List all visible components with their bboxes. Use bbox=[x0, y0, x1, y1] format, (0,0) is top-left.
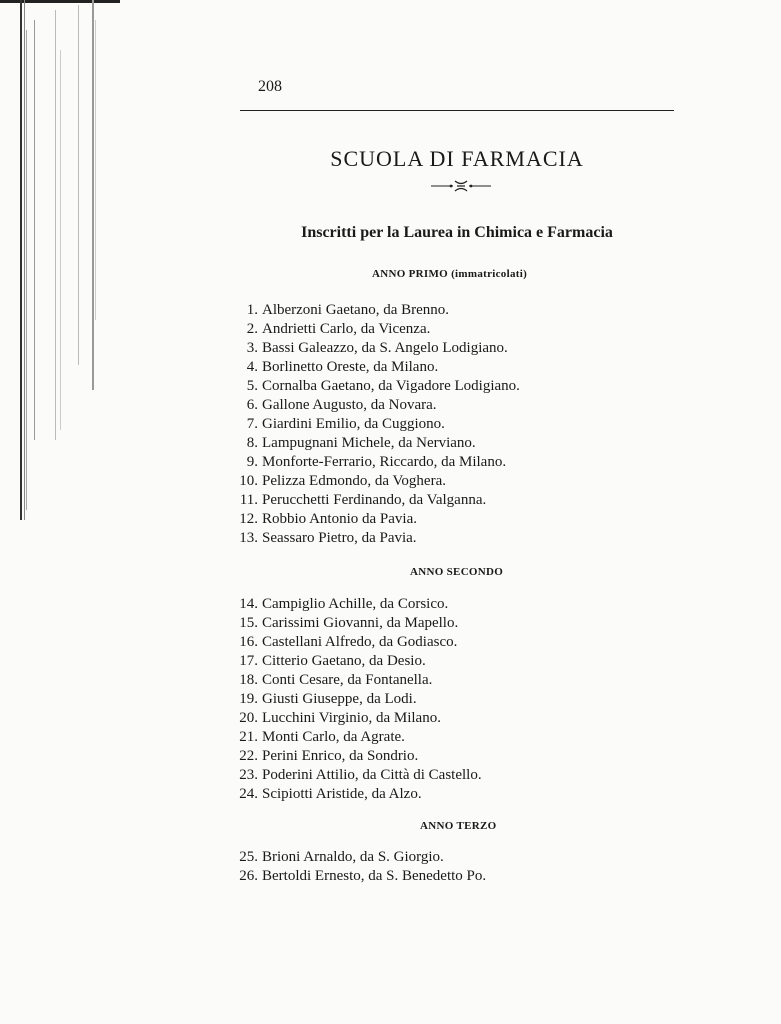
entry-text: Bassi Galeazzo, da S. Angelo Lodigiano. bbox=[262, 340, 508, 356]
list-item bbox=[220, 728, 482, 747]
student-list-anno-secondo bbox=[220, 595, 482, 804]
entry-number: 7. bbox=[246, 416, 258, 432]
section-heading-anno-secondo: ANNO SECONDO bbox=[410, 566, 504, 578]
list-item bbox=[220, 747, 482, 766]
list-item bbox=[220, 614, 482, 633]
entry-text: Borlinetto Oreste, da Milano. bbox=[262, 359, 439, 375]
entry-text: Lucchini Virginio, da Milano. bbox=[262, 710, 441, 726]
list-item bbox=[220, 510, 520, 529]
entry-text: Pelizza Edmondo, da Voghera. bbox=[262, 473, 446, 489]
list-item bbox=[220, 785, 482, 804]
page-title: SCUOLA DI FARMACIA bbox=[330, 146, 584, 171]
entry-text: Campiglio Achille, da Corsico. bbox=[262, 596, 449, 612]
entry-number: 12. bbox=[239, 511, 258, 527]
entry-text: Citterio Gaetano, da Desio. bbox=[262, 653, 426, 669]
entry-text: Monti Carlo, da Agrate. bbox=[262, 729, 405, 745]
list-item bbox=[220, 633, 482, 652]
header-rule bbox=[240, 110, 674, 111]
list-item bbox=[220, 377, 520, 396]
entry-number: 11. bbox=[239, 492, 258, 508]
list-item bbox=[220, 595, 482, 614]
list-item bbox=[220, 415, 520, 434]
list-item bbox=[220, 472, 520, 491]
page-binding-edge bbox=[0, 0, 120, 1024]
entry-number: 13. bbox=[239, 530, 258, 546]
entry-number: 22. bbox=[239, 748, 258, 764]
list-item bbox=[220, 652, 482, 671]
entry-number: 2. bbox=[246, 321, 258, 337]
list-item bbox=[220, 434, 520, 453]
entry-number: 5. bbox=[246, 378, 258, 394]
list-item bbox=[220, 453, 520, 472]
entry-number: 15. bbox=[239, 615, 258, 631]
entry-number: 21. bbox=[239, 729, 258, 745]
entry-text: Bertoldi Ernesto, da S. Benedetto Po. bbox=[262, 868, 487, 884]
list-item bbox=[220, 848, 486, 867]
entry-text: Giusti Giuseppe, da Lodi. bbox=[262, 691, 417, 707]
entry-number: 9. bbox=[246, 454, 258, 470]
entry-number: 20. bbox=[239, 710, 258, 726]
student-list-anno-terzo bbox=[220, 848, 486, 886]
entry-number: 24. bbox=[239, 786, 258, 802]
section-heading-anno-terzo: ANNO TERZO bbox=[420, 820, 497, 832]
section-subtitle: Inscritti per la Laurea in Chimica e Farmacia bbox=[301, 224, 613, 241]
list-item bbox=[220, 671, 482, 690]
list-item bbox=[220, 766, 482, 785]
ornament-divider-icon bbox=[429, 178, 493, 194]
entry-text: Monforte-Ferrario, Riccardo, da Milano. bbox=[262, 454, 507, 470]
entry-text: Lampugnani Michele, da Nerviano. bbox=[262, 435, 476, 451]
entry-number: 26. bbox=[239, 868, 258, 884]
entry-number: 16. bbox=[239, 634, 258, 650]
list-item bbox=[220, 320, 520, 339]
entry-number: 18. bbox=[239, 672, 258, 688]
list-item bbox=[220, 491, 520, 510]
entry-number: 8. bbox=[246, 435, 258, 451]
entry-number: 3. bbox=[246, 340, 258, 356]
page-number: 208 bbox=[258, 78, 282, 95]
entry-number: 4. bbox=[246, 359, 258, 375]
entry-text: Cornalba Gaetano, da Vigadore Lodigiano. bbox=[262, 378, 520, 394]
entry-text: Conti Cesare, da Fontanella. bbox=[262, 672, 433, 688]
entry-text: Alberzoni Gaetano, da Brenno. bbox=[262, 302, 450, 318]
entry-text: Gallone Augusto, da Novara. bbox=[262, 397, 437, 413]
entry-text: Castellani Alfredo, da Godiasco. bbox=[262, 634, 458, 650]
list-item bbox=[220, 867, 486, 886]
student-list-anno-primo bbox=[220, 301, 520, 548]
entry-number: 6. bbox=[246, 397, 258, 413]
entry-number: 17. bbox=[239, 653, 258, 669]
section-heading-anno-primo: ANNO PRIMO (immatricolati) bbox=[372, 268, 528, 280]
entry-number: 23. bbox=[239, 767, 258, 783]
entry-number: 10. bbox=[239, 473, 258, 489]
entry-text: Giardini Emilio, da Cuggiono. bbox=[262, 416, 445, 432]
entry-number: 14. bbox=[239, 596, 258, 612]
entry-text: Brioni Arnaldo, da S. Giorgio. bbox=[262, 849, 444, 865]
entry-text: Perucchetti Ferdinando, da Valganna. bbox=[262, 492, 487, 508]
entry-text: Robbio Antonio da Pavia. bbox=[262, 511, 417, 527]
entry-text: Poderini Attilio, da Città di Castello. bbox=[262, 767, 482, 783]
list-item bbox=[220, 690, 482, 709]
entry-text: Carissimi Giovanni, da Mapello. bbox=[262, 615, 459, 631]
entry-text: Scipiotti Aristide, da Alzo. bbox=[262, 786, 422, 802]
entry-number: 25. bbox=[239, 849, 258, 865]
entry-number: 1. bbox=[246, 302, 258, 318]
entry-text: Andrietti Carlo, da Vicenza. bbox=[262, 321, 431, 337]
list-item bbox=[220, 529, 520, 548]
entry-number: 19. bbox=[239, 691, 258, 707]
list-item bbox=[220, 396, 520, 415]
list-item bbox=[220, 301, 520, 320]
list-item bbox=[220, 339, 520, 358]
entry-text: Seassaro Pietro, da Pavia. bbox=[262, 530, 417, 546]
list-item bbox=[220, 709, 482, 728]
entry-text: Perini Enrico, da Sondrio. bbox=[262, 748, 419, 764]
list-item bbox=[220, 358, 520, 377]
